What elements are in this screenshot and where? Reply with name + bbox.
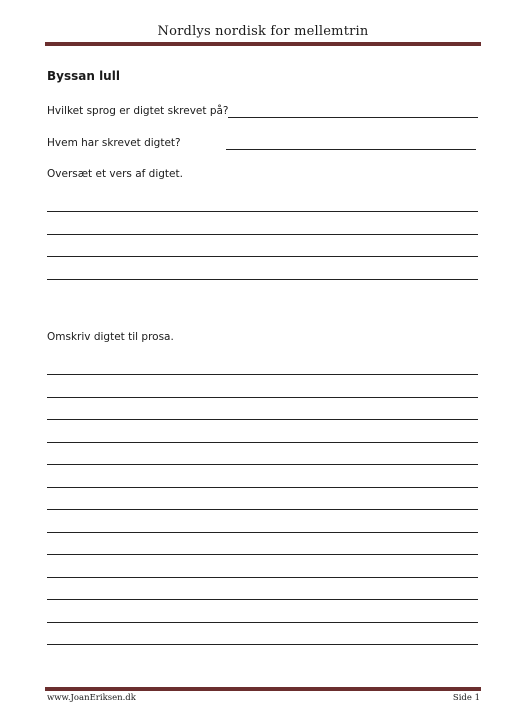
worksheet-title: Byssan lull xyxy=(47,69,120,83)
question-language: Hvilket sprog er digtet skrevet på? xyxy=(47,105,229,117)
answer-line-language[interactable] xyxy=(228,117,478,118)
answer-line-author[interactable] xyxy=(226,149,476,150)
writing-line[interactable] xyxy=(47,256,478,257)
page-header-title: Nordlys nordisk for mellemtrin xyxy=(157,24,369,39)
footer-page-number: Side 1 xyxy=(452,693,480,703)
question-author: Hvem har skrevet digtet? xyxy=(47,137,181,149)
writing-line[interactable] xyxy=(47,464,478,465)
writing-line[interactable] xyxy=(47,599,478,600)
writing-line[interactable] xyxy=(47,234,478,235)
question-translate: Oversæt et vers af digtet. xyxy=(47,168,183,180)
writing-line[interactable] xyxy=(47,279,478,280)
question-prose: Omskriv digtet til prosa. xyxy=(47,331,174,343)
writing-line[interactable] xyxy=(47,577,478,578)
writing-line[interactable] xyxy=(47,397,478,398)
writing-line[interactable] xyxy=(47,211,478,212)
footer-rule xyxy=(45,687,481,691)
footer-website: www.JoanEriksen.dk xyxy=(47,693,136,703)
writing-line[interactable] xyxy=(47,374,478,375)
writing-line[interactable] xyxy=(47,532,478,533)
writing-line[interactable] xyxy=(47,644,478,645)
writing-line[interactable] xyxy=(47,554,478,555)
writing-line[interactable] xyxy=(47,442,478,443)
writing-line[interactable] xyxy=(47,419,478,420)
writing-line[interactable] xyxy=(47,487,478,488)
writing-line[interactable] xyxy=(47,509,478,510)
header-rule xyxy=(45,42,481,46)
writing-line[interactable] xyxy=(47,622,478,623)
